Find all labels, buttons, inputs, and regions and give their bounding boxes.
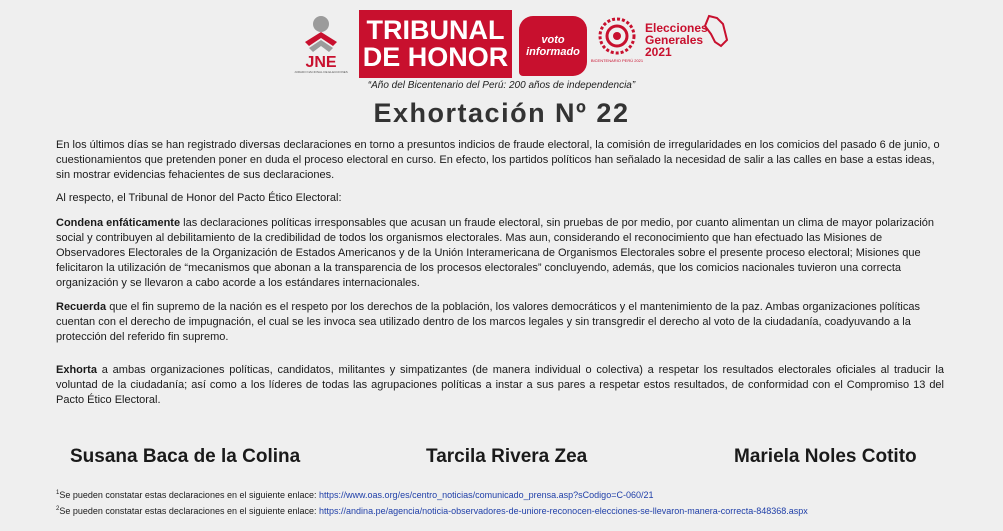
page-title: Exhortación Nº 22 <box>373 98 630 128</box>
footnote-number: 1 <box>56 490 60 496</box>
paragraph-recuerda <box>56 300 944 345</box>
footnotes <box>56 487 996 519</box>
recuerda-text: que el fin supremo de la nación es el respeto por los derechos de la población, los valores democráticos y el mantenimiento de la paz. Ambas organizaciones políticas cuentan con el derecho de impugnación, el cual se les invoca sea utilizado dentro de los marcos legales y sin transgredir el derecho al voto de la ciudadanía, coadyuvando a la protección del referido fin supremo. <box>56 301 920 343</box>
voto-line1: voto <box>541 34 565 46</box>
voto-informado-logo <box>519 16 587 76</box>
elecciones-line1: Elecciones <box>645 21 708 35</box>
tribunal-line2: DE HONOR <box>362 42 509 72</box>
condena-heading: Condena enfáticamente <box>56 217 181 229</box>
footnote-link[interactable]: https://andina.pe/agencia/noticia-observadores-de-uniore-reconocen-elecciones-se-llevaron-manera-correcta-848368.aspx <box>319 506 808 516</box>
footnote-text: Se pueden constatar estas declaraciones en el siguiente enlace: <box>59 490 320 500</box>
tribunal-line1: TRIBUNAL <box>366 15 505 45</box>
condena-text: las declaraciones políticas irresponsables que acusan un fraude electoral, sin pruebas de por medio, por cuanto alimentan un clima de mayor polarización social y contribuyen al debilitamiento de la credibilidad de todos los organismos electorales. Mas aun, considerando el reconocimiento que han efectuado las Misiones de Observadores Electorales de la Organización de Estados Americanos y de la Unión Interamericana de Organismos Electorales sobre el presente proceso electoral; Misiones que felicitaron la utilización de “mecanismos que abonan a la transparencia de los procesos electorales” concluyendo, además, que los comicios nacionales tuvieron una correcta organización y se llevaron a cabo acorde a los estándares internacionales. <box>56 217 935 289</box>
signature-name: Susana Baca de la Colina <box>70 446 301 467</box>
footnote-number: 2 <box>56 506 60 512</box>
paragraph-exhorta <box>56 363 944 408</box>
elecciones-year: 2021 <box>645 45 672 59</box>
document-body <box>56 138 944 408</box>
signatures <box>0 446 1003 470</box>
jne-logo-subtext: JURADO NACIONAL DE ELECCIONES <box>294 70 348 74</box>
footnote <box>56 487 996 503</box>
recuerda-heading: Recuerda <box>56 301 107 313</box>
jne-logo-text: JNE <box>305 54 337 71</box>
exhorta-heading: Exhorta <box>56 364 97 376</box>
peru-map-icon <box>703 14 729 48</box>
tribunal-de-honor-logo <box>359 10 512 78</box>
signature-name: Mariela Noles Cotito <box>734 446 917 467</box>
bicentenario-text: BICENTENARIO PERÚ 2021 <box>590 58 644 63</box>
bicentenario-seal-icon <box>590 12 644 74</box>
header <box>0 8 1003 91</box>
exhorta-text: a ambas organizaciones políticas, candidatos, militantes y simpatizantes (de manera individual o colectiva) a respetar los resultados electorales oficiales al traducir la voluntad de la ciudadanía; así como a los líderes de todas las agrupaciones políticas a instar a sus pares a respetar estos resultados, de conformidad con el Compromiso 13 del Pacto Ético Electoral. <box>56 364 944 406</box>
footnote <box>56 503 996 519</box>
paragraph-al-respecto: Al respecto, el Tribunal de Honor del Pacto Ético Electoral: <box>56 192 342 204</box>
elecciones-generales-logo <box>590 12 735 74</box>
elecciones-text <box>645 22 708 58</box>
voto-line2: informado <box>526 46 580 58</box>
header-motto: “Año del Bicentenario del Perú: 200 años de independencia” <box>367 80 636 91</box>
paragraph-condena <box>56 216 944 291</box>
footnote-text: Se pueden constatar estas declaraciones en el siguiente enlace: <box>59 506 320 516</box>
elecciones-line2: Generales <box>645 33 704 47</box>
jne-logo <box>287 12 355 74</box>
signature-name: Tarcila Rivera Zea <box>426 446 588 467</box>
paragraph-intro: En los últimos días se han registrado diversas declaraciones en torno a presuntos indicios de fraude electoral, la comisión de irregularidades en los comicios del pasado 6 de junio, o cuestionamientos que pretenden poner en duda el proceso electoral en curso. En efecto, los partidos políticos han señalado la necesidad de salir a las calles en base a estas ideas, sin mostrar evidencias fehacientes de sus declaraciones. <box>56 139 940 181</box>
footnote-link[interactable]: https://www.oas.org/es/centro_noticias/comunicado_prensa.asp?sCodigo=C-060/21 <box>319 490 654 500</box>
